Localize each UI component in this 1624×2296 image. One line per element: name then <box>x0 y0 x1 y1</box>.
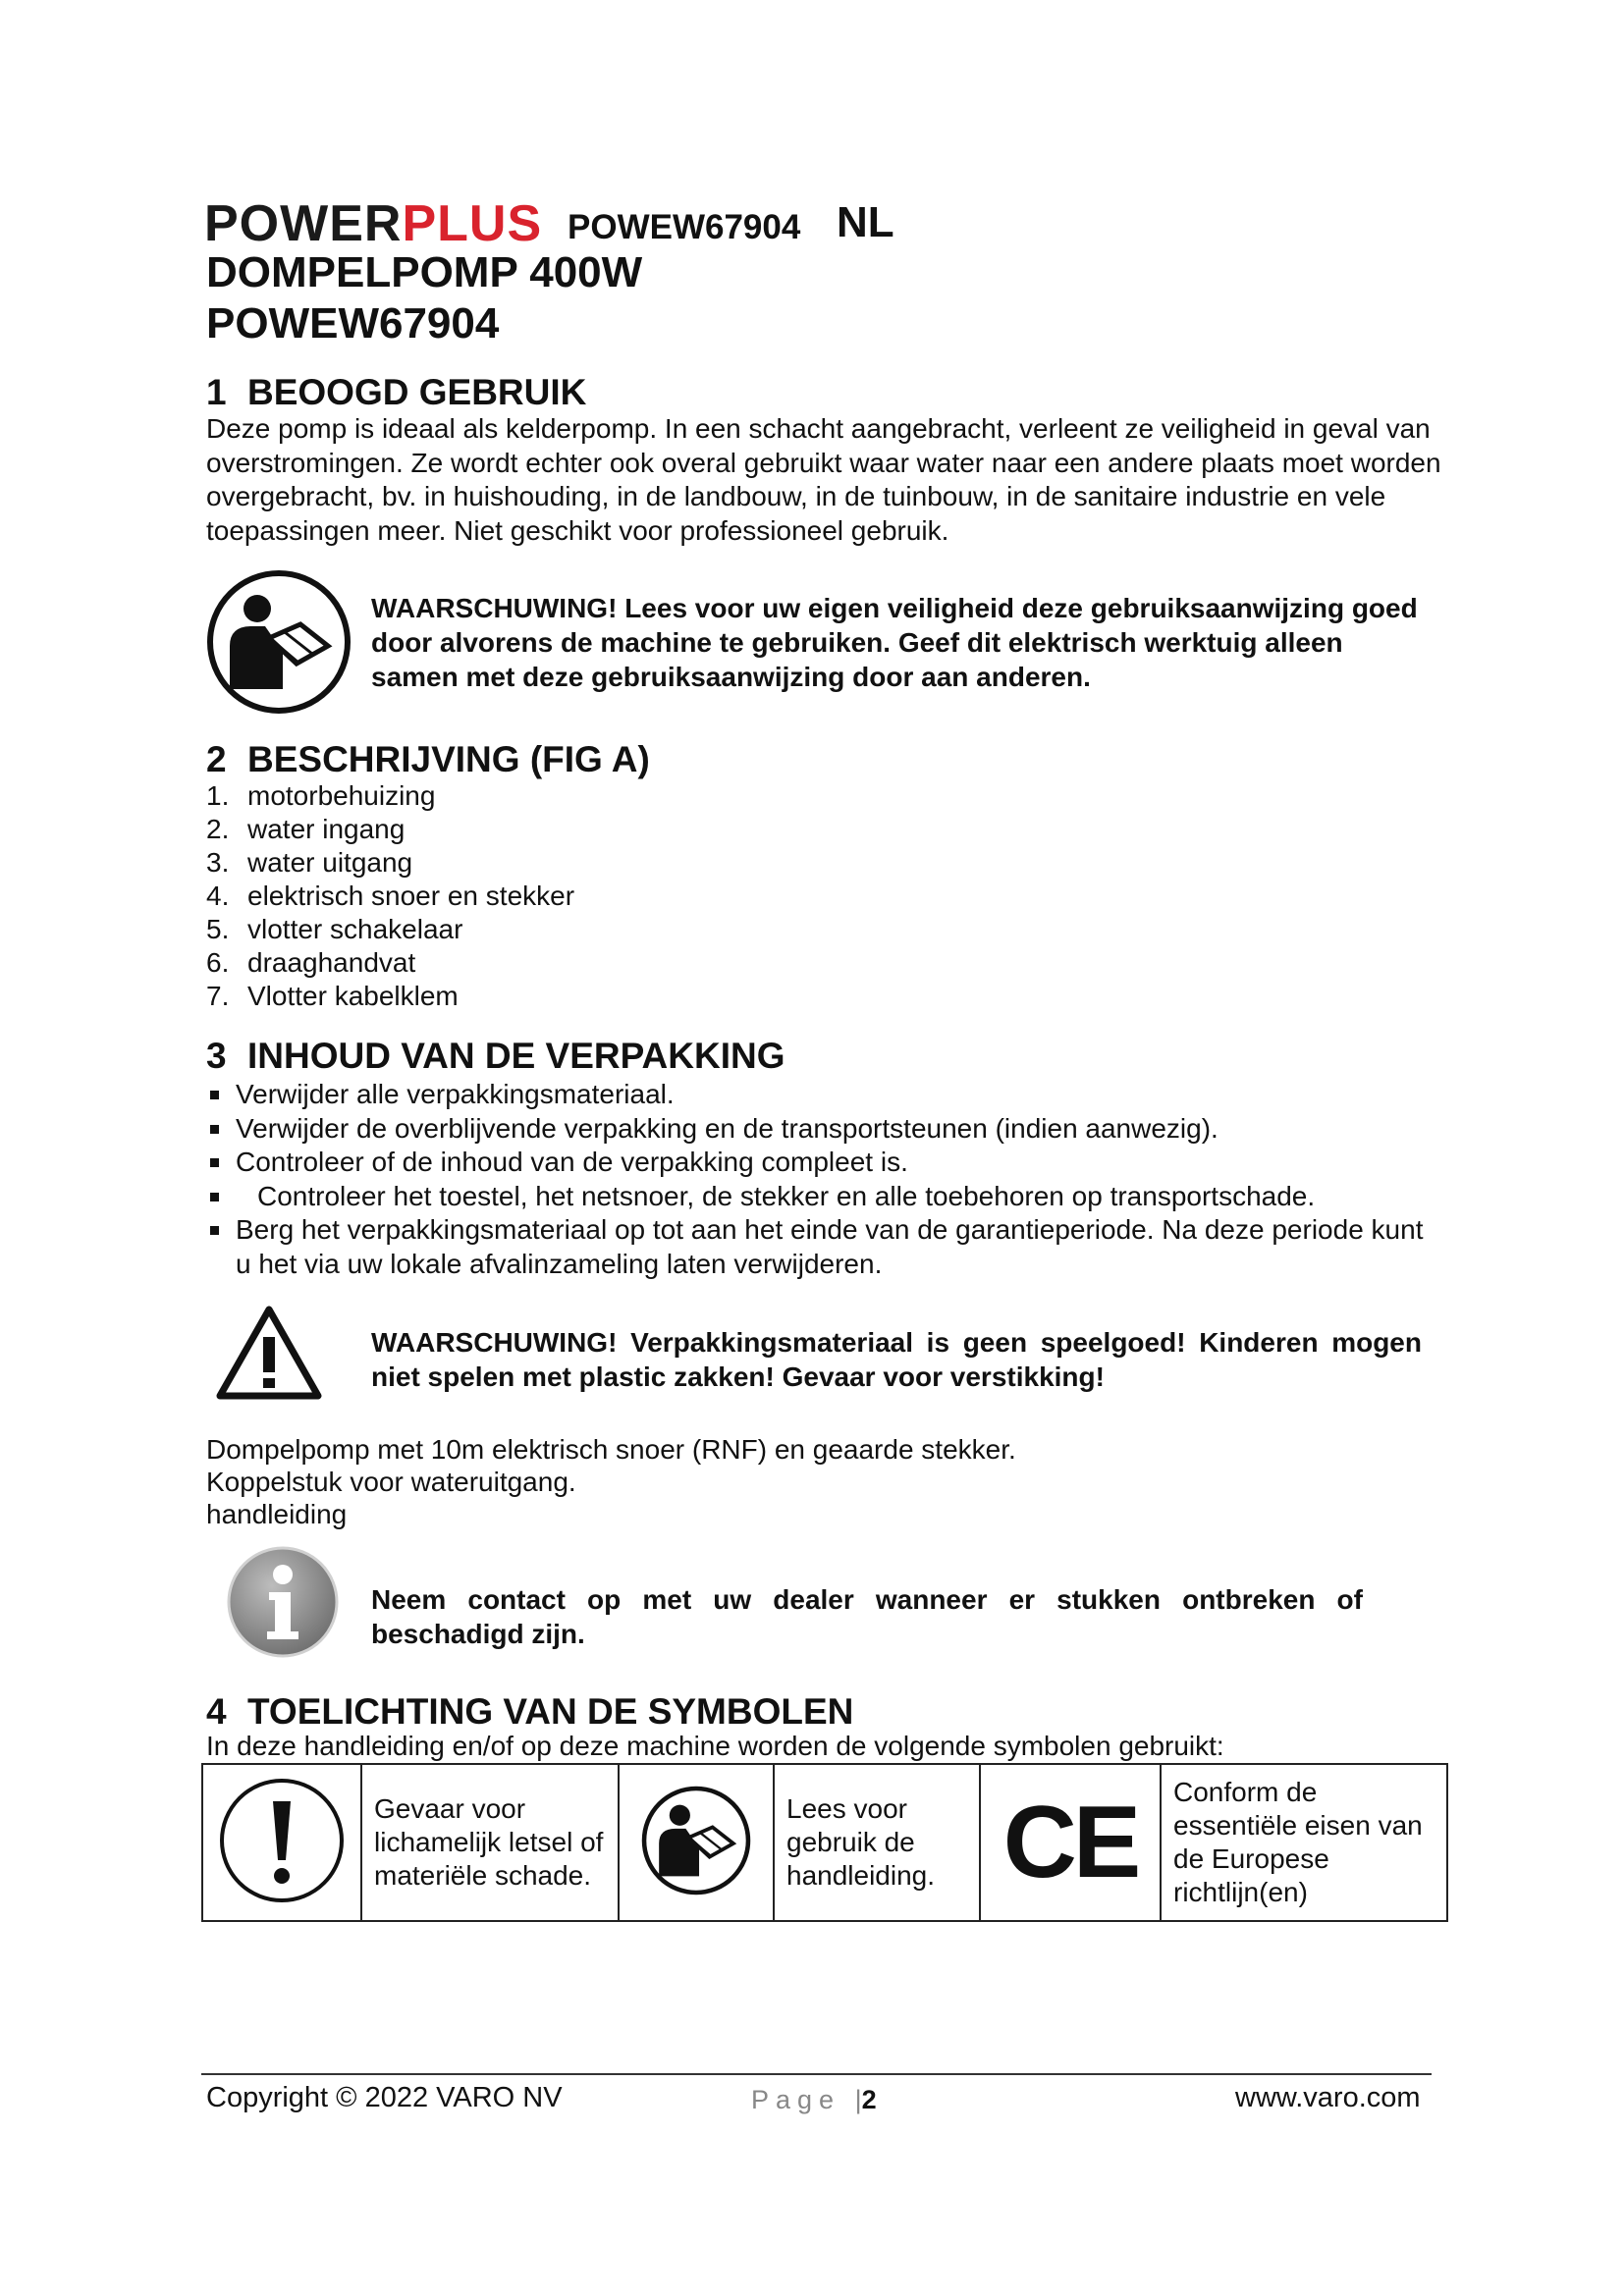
section-1-heading <box>206 371 586 414</box>
section-number: 4 <box>206 1691 227 1732</box>
section-title: INHOUD VAN DE VERPAKKING <box>247 1036 785 1076</box>
table-cell <box>202 1764 361 1921</box>
list-item: 7. Vlotter kabelklem <box>206 981 459 1011</box>
section-3-warning: WAARSCHUWING! Verpakkingsmateriaal is geen speelgoed! Kinderen mogen niet spelen met plastic zakken! Gevaar voor verstikking! <box>371 1327 1422 1392</box>
symbol-description: Gevaar voor lichamelijk letsel of materiële schade. <box>361 1764 619 1921</box>
section-4-intro: In deze handleiding en/of op deze machine worden de volgende symbolen gebruikt: <box>206 1731 1224 1761</box>
section-1-warning: WAARSCHUWING! Lees voor uw eigen veiligheid deze gebruiksaanwijzing goed door alvorens de machine te gebruiken. Geef dit elektrisch werktuig alleen samen met deze gebruiksaanwijzing door aan anderen. <box>371 593 1418 692</box>
symbol-description: Conform de essentiële eisen van de Europese richtlijn(en) <box>1161 1764 1447 1921</box>
product-title: DOMPELPOMP 400W <box>206 248 643 296</box>
brand-logo-power: POWER <box>204 195 403 252</box>
section-3-info-note: Neem contact op met uw dealer wanneer er stukken ontbreken of beschadigd zijn. <box>371 1584 1363 1649</box>
page-number: 2 <box>861 2085 877 2114</box>
footer-divider <box>201 2073 1432 2075</box>
list-item: 3. water uitgang <box>206 847 413 878</box>
footer-website: www.varo.com <box>1235 2082 1421 2113</box>
footer-page-indicator <box>751 2081 877 2118</box>
list-item: 5. vlotter schakelaar <box>206 914 463 944</box>
symbols-table <box>201 1763 1448 1922</box>
list-item: Controleer of de inhoud van de verpakking compleet is. <box>206 1146 1443 1180</box>
footer-copyright: Copyright © 2022 VARO NV <box>206 2082 563 2113</box>
contents-list <box>206 1433 1443 1530</box>
section-number: 2 <box>206 739 227 779</box>
symbol-description: Lees voor gebruik de handleiding. <box>774 1764 980 1921</box>
product-model-title: POWEW67904 <box>206 299 500 347</box>
list-item: 4. elektrisch snoer en stekker <box>206 881 575 911</box>
ce-mark-icon: CE <box>1002 1786 1138 1899</box>
section-number: 1 <box>206 372 227 412</box>
list-item: Berg het verpakkingsmateriaal op tot aan het einde van de garantieperiode. Na deze periode kunt u het via uw lokale afvalinzameling laten verwijderen. <box>206 1213 1443 1281</box>
page-separator: | <box>854 2085 862 2114</box>
section-title: BESCHRIJVING (FIG A) <box>247 739 650 779</box>
packaging-bullet-list <box>206 1078 1443 1281</box>
section-number: 3 <box>206 1036 227 1076</box>
table-cell <box>619 1764 774 1921</box>
section-4-heading <box>206 1690 853 1734</box>
info-icon <box>226 1545 340 1659</box>
header-language: NL <box>837 198 894 246</box>
page-label: Page <box>751 2085 841 2114</box>
read-manual-icon <box>641 1786 751 1896</box>
read-manual-icon <box>206 569 352 715</box>
section-2-heading <box>206 738 650 781</box>
list-item: 2. water ingang <box>206 814 406 844</box>
list-item: Verwijder alle verpakkingsmateriaal. <box>206 1078 1443 1112</box>
contents-item: Dompelpomp met 10m elektrisch snoer (RNF) en geaarde stekker. <box>206 1434 1016 1465</box>
contents-item: Koppelstuk voor wateruitgang. <box>206 1467 576 1497</box>
list-item: 1. motorbehuizing <box>206 780 436 811</box>
table-cell <box>980 1764 1161 1921</box>
section-3-heading <box>206 1035 785 1078</box>
list-item: 6. draaghandvat <box>206 947 416 978</box>
table-row <box>202 1764 1447 1921</box>
list-item: Verwijder de overblijvende verpakking en de transportsteunen (indien aanwezig). <box>206 1112 1443 1147</box>
section-title: BEOOGD GEBRUIK <box>247 372 587 412</box>
description-list <box>206 779 574 1013</box>
header-model: POWEW67904 <box>568 208 801 246</box>
contents-item: handleiding <box>206 1499 348 1529</box>
brand-logo-plus: PLUS <box>402 195 543 252</box>
section-title: TOELICHTING VAN DE SYMBOLEN <box>247 1691 854 1732</box>
brand-logo <box>204 194 542 253</box>
warning-triangle-icon <box>214 1304 324 1402</box>
section-1-body: Deze pomp is ideaal als kelderpomp. In een schacht aangebracht, verleent ze veiligheid in geval van overstromingen. Ze wordt echter ook overal gebruikt waar water naar een andere plaats moet worden overgebracht, bv. in huishouding, in de landbouw, in de tuinbouw, in de sanitaire industrie en vele toepassingen meer. Niet geschikt voor professioneel gebruik. <box>206 413 1441 546</box>
exclamation-circle-icon <box>217 1776 347 1905</box>
list-item: Controleer het toestel, het netsnoer, de stekker en alle toebehoren op transportschade. <box>206 1180 1443 1214</box>
